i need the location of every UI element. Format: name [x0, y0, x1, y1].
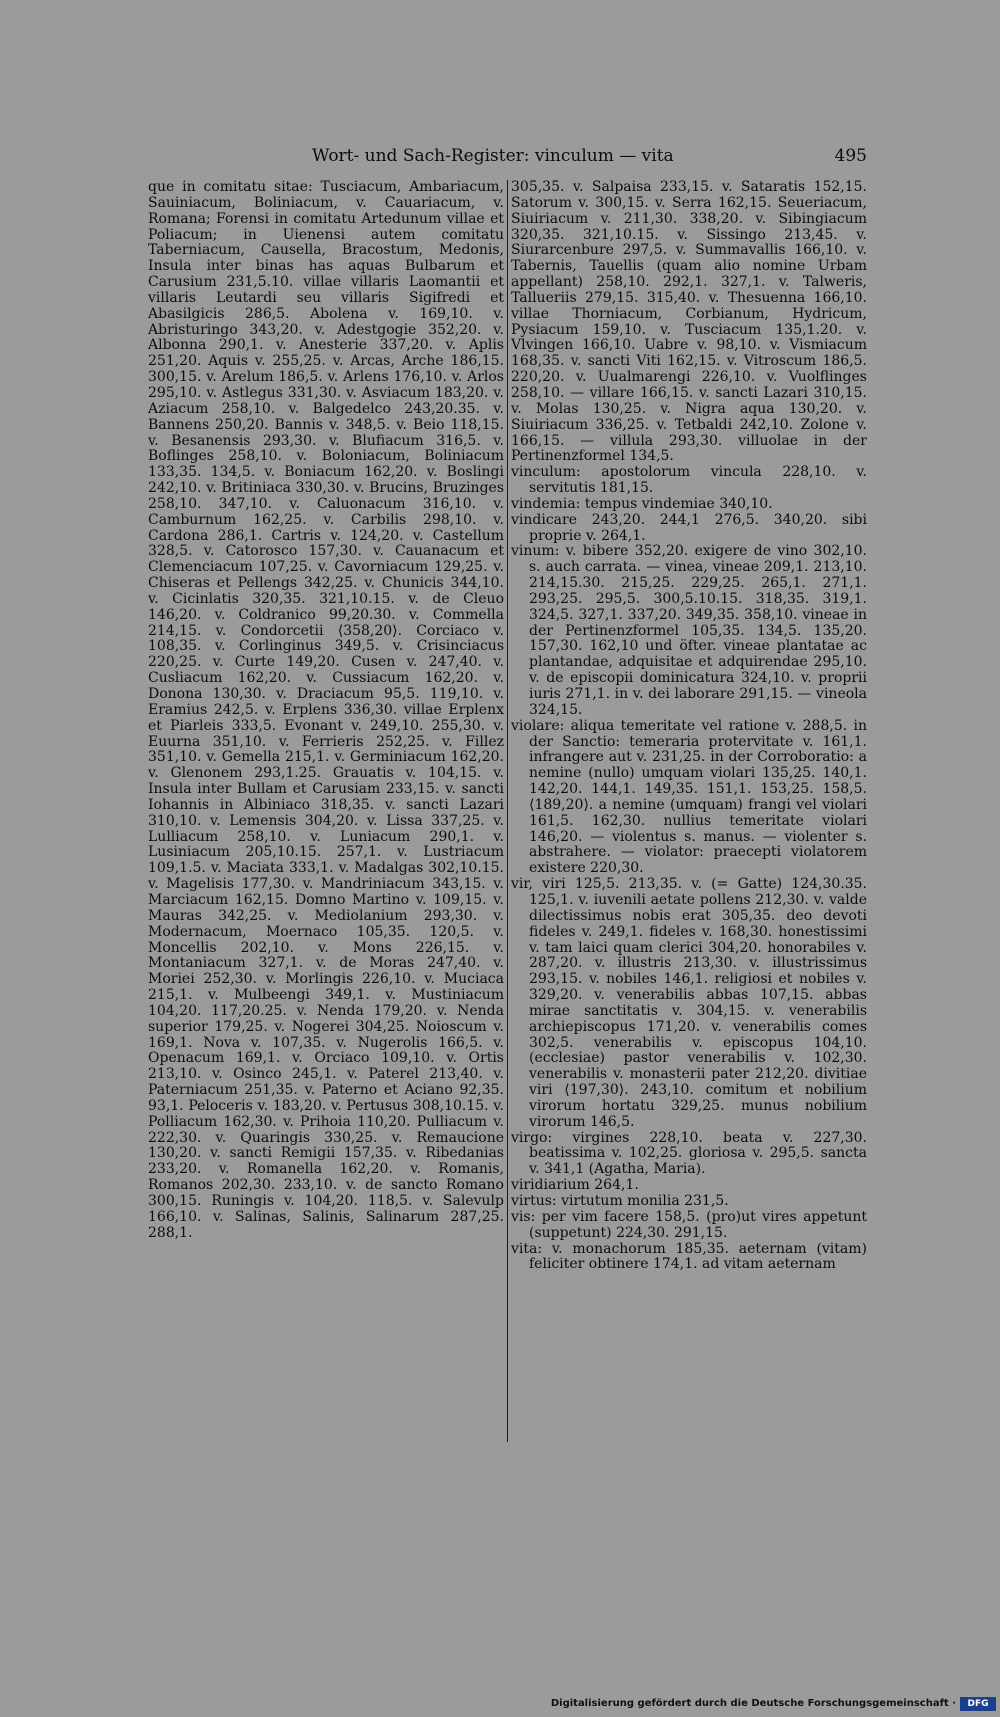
- dfg-logo: DFG: [960, 1697, 996, 1711]
- left-column: [148, 180, 504, 1242]
- left-column-text: que in comitatu sitae: Tusciacum, Ambariacum, Sauiniacum, Boliniacum, v. Cauariacum, v. Romana; Forensi in comitatu Artedunum villae et Poliacum; in Uienensi autem comitatu Taberniacum, Causella, Bracostum, Medonis, Insula inter binas has aquas Bulbarum et Carusium 231,5.10. villae villaris Laomantii et villaris Leutardi seu villaris Sigifredi et Abasilgicis 286,5. Abolena v. 169,10. v. Abristuringo 343,20. v. Adestgogie 352,20. v. Albonna 290,1. v. Anesterie 337,20. v. Aplis 251,20. Aquis v. 255,25. v. Arcas, Arche 186,15. 300,15. v. Arelum 186,5. v. Arlens 176,10. v. Arlos 295,10. v. Astlegus 331,30. v. Asviacum 183,20. v. Aziacum 258,10. v. Balgedelco 243,20.35. v. Bannens 250,20. Bannis v. 348,5. v. Beio 118,15. v. Besanensis 293,30. v. Blufiacum 316,5. v. Boflinges 258,10. v. Boloniacum, Boliniacum 133,35. 134,5. v. Boniacum 162,20. v. Boslingi 242,10. v. Britiniaca 330,30. v. Brucins, Bruzinges 258,10. 347,10. v. Caluonacum 316,10. v. Camburnum 162,25. v. Carbilis 298,10. v. Cardona 286,1. Cartris v. 124,20. v. Castellum 328,5. v. Catorosco 157,30. v. Cauanacum et Clemenciacum 107,25. v. Cavorniacum 129,25. v. Chiseras et Pellengs 342,25. v. Chunicis 344,10. v. Cicinlatis 320,35. 321,10.15. v. de Cleuo 146,20. v. Coldranico 99,20.30. v. Commella 214,15. v. Condorcetii ⟨358,20⟩. Corciaco v. 108,35. v. Corlinginus 349,5. v. Crisinciacus 220,25. v. Curte 149,20. Cusen v. 247,40. v. Cusliacum 162,20. v. Cussiacum 162,20. v. Donona 130,30. v. Draciacum 95,5. 119,10. v. Eramius 242,5. v. Erplens 336,30. villae Erplenx et Piarleis 333,5. Evonant v. 249,10. 255,30. v. Euurna 351,10. v. Ferrieris 252,25. v. Fillez 351,10. v. Gemella 215,1. v. Germiniacum 162,20. v. Glenonem 293,1.25. Grauatis v. 104,15. v. Insula inter Bullam et Carusiam 233,15. v. sancti Iohannis in Albiniaco 318,35. v. sancti Lazari 310,10. v. Lemensis 304,20. v. Lissa 337,25. v. Lulliacum 258,10. v. Luniacum 290,1. v. Lusiniacum 205,10.15. 257,1. v. Lustriacum 109,1.5. v. Maciata 333,1. v. Madalgas 302,10.15. v. Magelisis 177,30. v. Mandriniacum 343,15. v. Marciacum 162,15. Domno Martino v. 109,15. v. Mauras 342,25. v. Mediolanium 293,30. v. Modernacum, Moernaco 105,35. 120,5. v. Moncellis 202,10. v. Mons 226,15. v. Montaniacum 327,1. v. de Moras 247,40. v. Moriei 252,30. v. Morlingis 226,10. v. Muciaca 215,1. v. Mulbeengi 349,1. v. Mustiniacum 104,20. 117,20.25. v. Nenda 179,20. v. Nenda superior 179,25. v. Nogerei 304,25. Noioscum v. 169,1. Nova v. 107,35. v. Nugerolis 166,5. v. Openacum 169,1. v. Orciaco 109,10. v. Ortis 213,10. v. Osinco 245,1. v. Paterel 213,40. v. Paterniacum 251,35. v. Paterno et Aciano 92,35. 93,1. Peloceris v. 183,20. v. Pertusus 308,10.15. v. Polliacum 162,30. v. Prihoia 110,20. Pulliacum v. 222,30. v. Quaringis 330,25. v. Remaucione 130,20. v. sancti Remigii 157,35. v. Ribedanias 233,20. v. Romanella 162,20. v. Romanis, Romanos 202,30. 233,10. v. de sancto Romano 300,15. Runingis v. 104,20. 118,5. v. Salevulp 166,10. v. Salinas, Salinis, Salinarum 287,25. 288,1.: [148, 179, 504, 1241]
- index-entry: vis: per vim facere 158,5. (pro)ut vires appetunt (suppetunt) 224,30. 291,15.: [511, 1208, 867, 1241]
- index-entry: viridiarium 264,1.: [511, 1177, 639, 1194]
- right-column: [511, 180, 867, 1273]
- right-column-continuation: 305,35. v. Salpaisa 233,15. v. Sataratis 152,15. Satorum v. 300,15. v. Serra 162,15. Seueriacum, Siuiriacum v. 211,30. 338,20. v. Sibingiacum 320,35. 321,10.15. v. Sissingo 213,45. v. Siurarcenbure 297,5. v. Summavallis 166,10. v. Tabernis, Tauellis (quam alio nomine Urbam appellant) 258,10. 292,1. 327,1. v. Talweris, Tallueriis 279,15. 315,40. v. Thesuenna 166,10. villae Thorniacum, Corbianum, Hydricum, Pysiacum 159,10. v. Tusciacum 135,1.20. v. Vlvingen 166,10. Uabre v. 98,10. v. Vismiacum 168,35. v. sancti Viti 162,15. v. Vitroscum 186,5. 220,20. v. Uualmarengi 226,10. v. Vuolflinges 258,10. — villare 166,15. v. sancti Lazari 310,15. v. Molas 130,25. v. Nigra aqua 130,20. v. Siuiriacum 336,25. v. Tetbaldi 242,10. Zolone v. 166,15. — villula 293,30. villuolae in der Pertinenzformel 134,5.: [511, 179, 867, 465]
- index-entry: vindicare 243,20. 244,1 276,5. 340,20. sibi proprie v. 264,1.: [511, 511, 867, 544]
- index-entry: violare: aliqua temeritate vel ratione v. 288,5. in der Sanctio: temeraria protervitate v. 161,1. infrangere aut v. 231,25. in der Corroboratio: a nemine (nullo) umquam violari 135,25. 140,1. 142,20. 144,1. 149,35. 151,1. 153,25. 158,5. ⟨189,20⟩. a nemine (umquam) frangi vel violari 161,5. 162,30. nullius temeritate violari 146,20. — violentus s. manus. — violenter s. abstrahere. — violator: praecepti violatorem existere 220,30.: [511, 717, 867, 877]
- index-entry: virgo: virgines 228,10. beata v. 227,30. beatissima v. 102,25. gloriosa v. 295,5. sancta v. 341,1 (Agatha, Maria).: [511, 1129, 867, 1178]
- index-entry: vinum: v. bibere 352,20. exigere de vino 302,10. s. auch carrata. — vinea, vineae 209,1. 213,10. 214,15.30. 215,25. 229,25. 265,1. 271,1. 293,25. 295,5. 300,5.10.15. 318,35. 319,1. 324,5. 327,1. 337,20. 349,35. 358,10. vineae in der Pertinenzformel 105,35. 134,5. 135,20. 157,30. 162,10 und öfter. vineae plantatae ac plantandae, adquisitae et adquirendae 295,10. v. de episcopii dominicatura 324,10. v. proprii iuris 271,1. in v. dei laborare 291,15. — vineola 324,15.: [511, 543, 867, 718]
- index-entry: vir, viri 125,5. 213,35. v. (= Gatte) 124,30.35. 125,1. v. iuvenili aetate pollens 212,30. v. valde dilectissimus nobis erat 305,35. deo devoti fideles v. 249,1. fideles v. 168,30. honestissimi v. tam laici quam clerici 304,20. honorabiles v. 287,20. v. illustris 213,30. v. illustrissimus 293,15. v. nobiles 146,1. religiosi et nobiles v. 329,20. v. venerabilis abbas 107,15. abbas mirae sanctitatis v. 304,15. v. venerabilis archiepiscopus 171,20. v. venerabilis comes 302,5. venerabilis v. episcopus 104,10. (ecclesiae) pastor venerabilis v. 102,30. venerabilis v. monasterii pater 212,20. divitiae viri ⟨197,30⟩. 243,10. comitum et nobilium virorum hortatu 329,25. munus nobilium virorum 146,5.: [511, 876, 867, 1130]
- funding-note: Digitalisierung gefördert durch die Deutsche Forschungsgemeinschaft ·: [550, 1698, 956, 1709]
- index-entry: vinculum: apostolorum vincula 228,10. v. servitutis 181,15.: [511, 464, 867, 497]
- page-number: 495: [834, 146, 867, 166]
- index-entry: virtus: virtutum monilia 231,5.: [511, 1193, 729, 1209]
- index-entry: vindemia: tempus vindemiae 340,10.: [511, 495, 773, 512]
- running-title: Wort- und Sach-Register: vinculum — vita: [312, 146, 674, 166]
- column-divider: [507, 180, 508, 1442]
- running-header: [147, 146, 867, 170]
- index-entry: vita: v. monachorum 185,35. aeternam (vitam) feliciter obtinere 174,1. ad vitam aeternam: [511, 1240, 867, 1273]
- footer: [550, 1697, 998, 1713]
